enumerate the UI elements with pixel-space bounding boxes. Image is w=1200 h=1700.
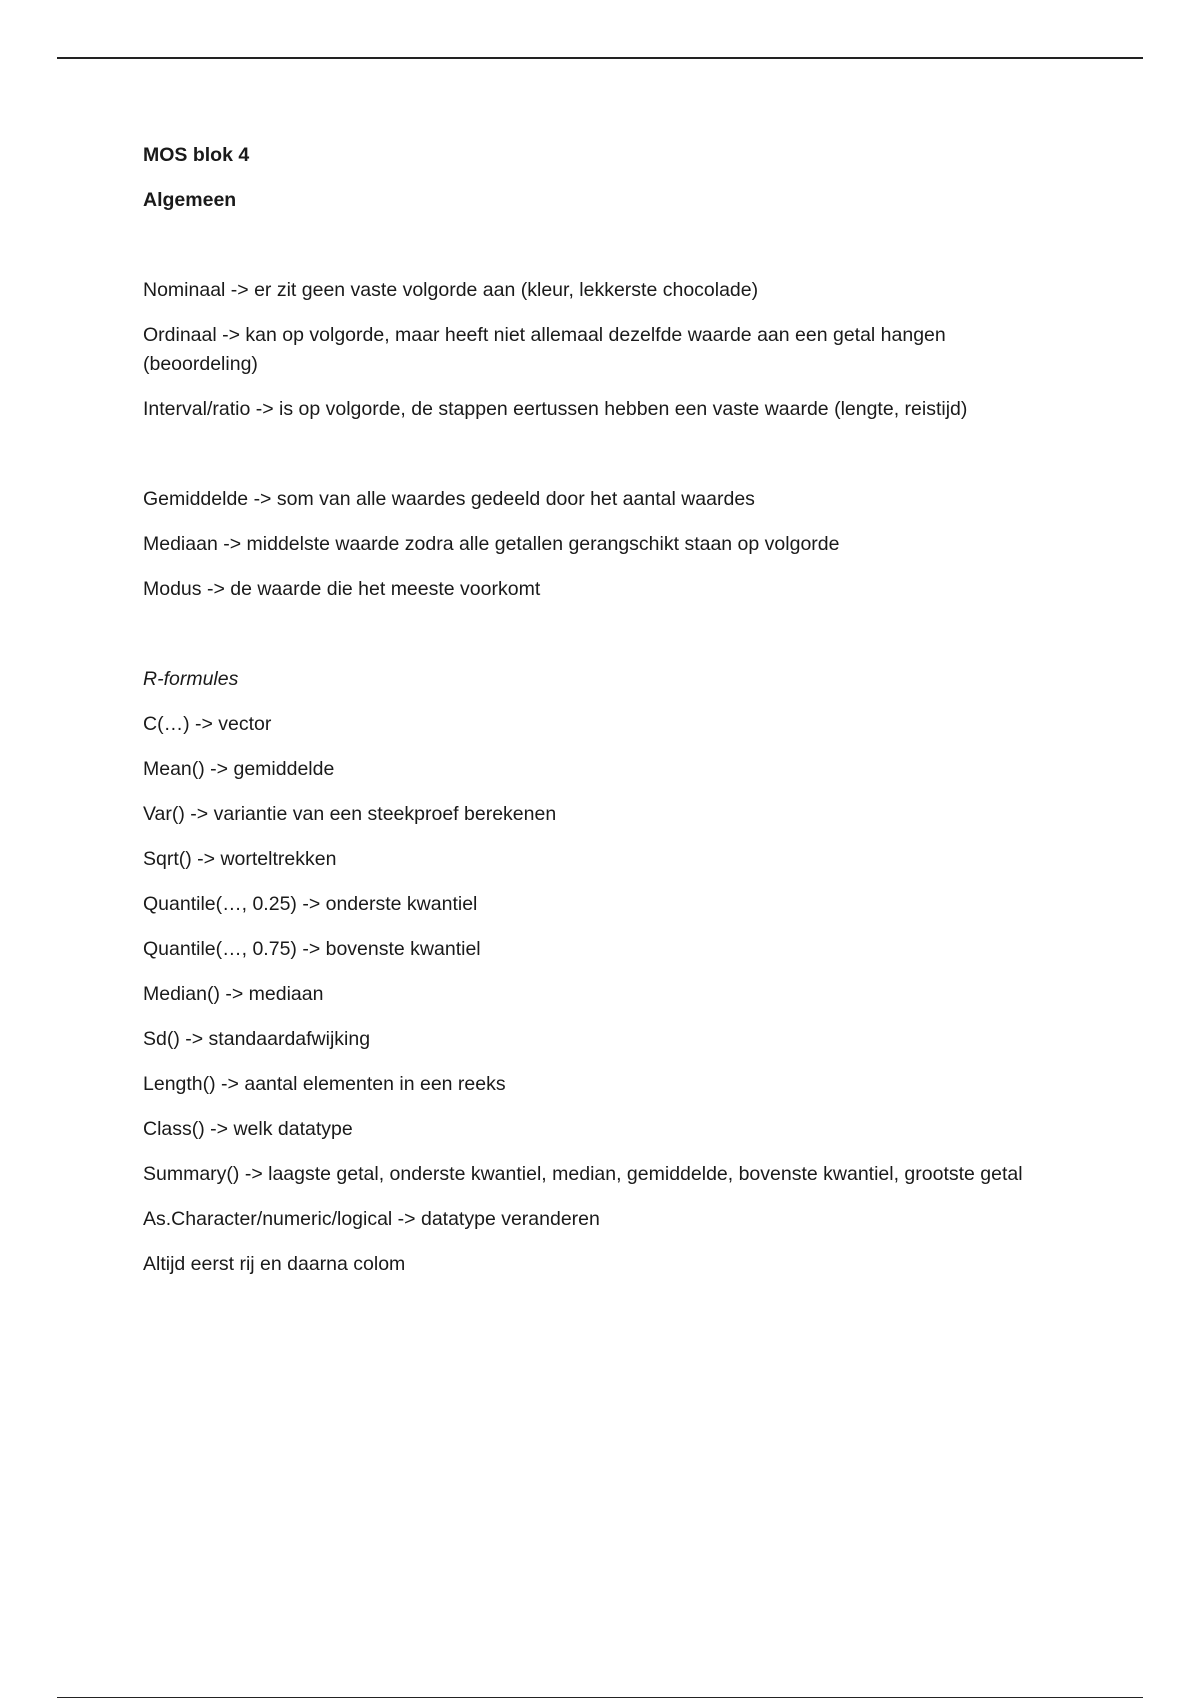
r-formula-item: Quantile(…, 0.75) -> bovenste kwantiel xyxy=(143,938,481,960)
r-formula-item: Median() -> mediaan xyxy=(143,983,324,1005)
r-formula-item: Quantile(…, 0.25) -> onderste kwantiel xyxy=(143,893,478,915)
section-heading-general: Algemeen xyxy=(143,189,237,211)
section-heading-r-formulas: R-formules xyxy=(143,668,239,690)
r-formula-item: C(…) -> vector xyxy=(143,713,272,735)
document-title: MOS blok 4 xyxy=(143,144,250,166)
scale-item-interval: Interval/ratio -> is op volgorde, de stappen eertussen hebben een vaste waarde (lengte, reistijd) xyxy=(143,398,968,420)
r-formula-item: As.Character/numeric/logical -> datatype veranderen xyxy=(143,1208,600,1230)
measure-item-median: Mediaan -> middelste waarde zodra alle getallen gerangschikt staan op volgorde xyxy=(143,533,840,555)
spacer xyxy=(143,440,1023,485)
r-formula-item: Mean() -> gemiddelde xyxy=(143,758,335,780)
document-body xyxy=(143,141,1023,1295)
r-formula-item: Summary() -> laagste getal, onderste kwantiel, median, gemiddelde, bovenste kwantiel, grootste getal xyxy=(143,1163,1023,1185)
r-formula-item: Length() -> aantal elementen in een reeks xyxy=(143,1073,506,1095)
header-rule xyxy=(57,57,1143,59)
r-formula-item: Sqrt() -> worteltrekken xyxy=(143,848,337,870)
footer-rule xyxy=(57,1697,1143,1698)
spacer xyxy=(143,620,1023,665)
r-formula-item: Sd() -> standaardafwijking xyxy=(143,1028,371,1050)
scale-item-nominal: Nominaal -> er zit geen vaste volgorde aan (kleur, lekkerste chocolade) xyxy=(143,279,759,301)
r-formula-item: Altijd eerst rij en daarna colom xyxy=(143,1253,406,1275)
r-formula-item: Var() -> variantie van een steekproef berekenen xyxy=(143,803,557,825)
r-formula-item: Class() -> welk datatype xyxy=(143,1118,353,1140)
measure-item-mode: Modus -> de waarde die het meeste voorkomt xyxy=(143,578,541,600)
measure-item-mean: Gemiddelde -> som van alle waardes gedeeld door het aantal waardes xyxy=(143,488,755,510)
scale-item-ordinal: Ordinaal -> kan op volgorde, maar heeft niet allemaal dezelfde waarde aan een getal hangen (beoordeling) xyxy=(143,324,946,375)
spacer xyxy=(143,231,1023,276)
